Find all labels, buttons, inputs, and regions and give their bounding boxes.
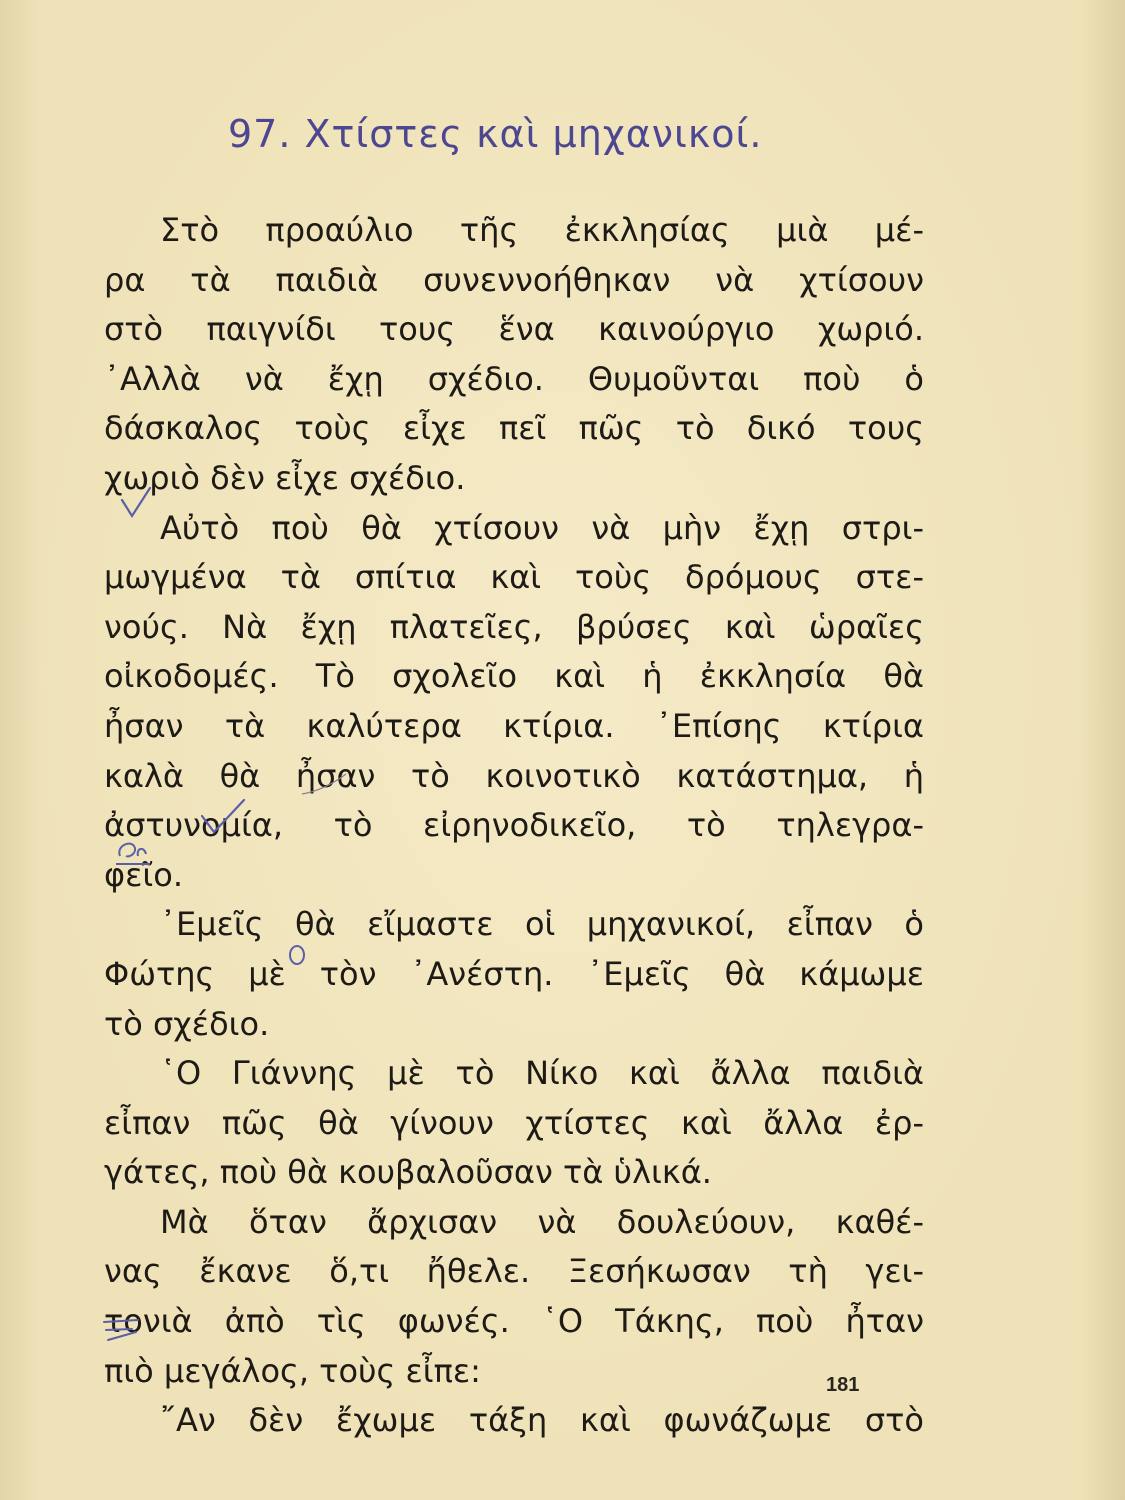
text-line: στὸ παιγνίδι τους ἕνα καινούργιο χωριό. [104, 310, 924, 349]
text-line: ἦσαν τὰ καλύτερα κτίρια. ᾿Επίσης κτίρια [104, 706, 924, 745]
text-line: ῾Ο Γιάννης μὲ τὸ Νίκο καὶ ἄλλα παιδιὰ [160, 1054, 924, 1093]
text-line: γάτες, ποὺ θὰ κουβαλοῦσαν τὰ ὑλικά. [104, 1153, 712, 1192]
text-line: τὸ σχέδιο. [104, 1004, 270, 1043]
text-line: ρα τὰ παιδιὰ συνεννοήθηκαν νὰ χτίσουν [104, 260, 924, 299]
text-line: Στὸ προαύλιο τῆς ἐκκλησίας μιὰ μέ- [160, 211, 924, 249]
text-line: εἶπαν πῶς θὰ γίνουν χτίστες καὶ ἄλλα ἐρ- [104, 1103, 924, 1142]
text-line: Αὐτὸ ποὺ θὰ χτίσουν νὰ μὴν ἔχῃ στρι- [160, 508, 924, 547]
text-line: φεῖο. [104, 855, 183, 894]
text-line: χωριὸ δὲν εἶχε σχέδιο. [104, 458, 466, 497]
text-line: νας ἔκανε ὅ,τι ἤθελε. Ξεσήκωσαν τὴ γει- [104, 1252, 924, 1291]
text-line: δάσκαλος τοὺς εἶχε πεῖ πῶς τὸ δικό τους [104, 409, 924, 448]
text-line: μωγμένα τὰ σπίτια καὶ τοὺς δρόμους στε- [104, 558, 924, 597]
chapter-title: 97. Χτίστες καὶ μηχανικοί. [228, 112, 763, 156]
text-line: οἰκοδομές. Τὸ σχολεῖο καὶ ἡ ἐκκλησία θὰ [104, 657, 924, 696]
text-line: καλὰ θὰ ἦσαν τὸ κοινοτικὸ κατάστημα, ἡ [104, 756, 924, 795]
text-line: Μὰ ὅταν ἄρχισαν νὰ δουλεύουν, καθέ- [160, 1202, 924, 1241]
text-line: ᾿Αλλὰ νὰ ἔχῃ σχέδιο. Θυμοῦνται ποὺ ὁ [104, 359, 924, 398]
text-line: πιὸ μεγάλος, τοὺς εἶπε: [104, 1351, 481, 1390]
text-line: ἀστυνομία, τὸ εἰρηνοδικεῖο, τὸ τηλεγρα- [104, 806, 924, 845]
text-line: τονιὰ ἀπὸ τὶς φωνές. ῾Ο Τάκης, ποὺ ἦταν [104, 1302, 924, 1341]
text-line: ᾿Εμεῖς θὰ εἴμαστε οἱ μηχανικοί, εἶπαν ὁ [160, 905, 924, 944]
body-text [104, 206, 924, 1446]
text-line: νούς. Νὰ ἔχῃ πλατεῖες, βρύσες καὶ ὡραῖες [104, 607, 924, 646]
page-number: 181 [826, 1374, 860, 1396]
text-line: Φώτης μὲ τὸν ᾿Ανέστη. ᾿Εμεῖς θὰ κάμωμε [104, 954, 924, 993]
text-line: ῎Αν δὲν ἔχωμε τάξη καὶ φωνάζωμε στὸ [160, 1401, 924, 1440]
